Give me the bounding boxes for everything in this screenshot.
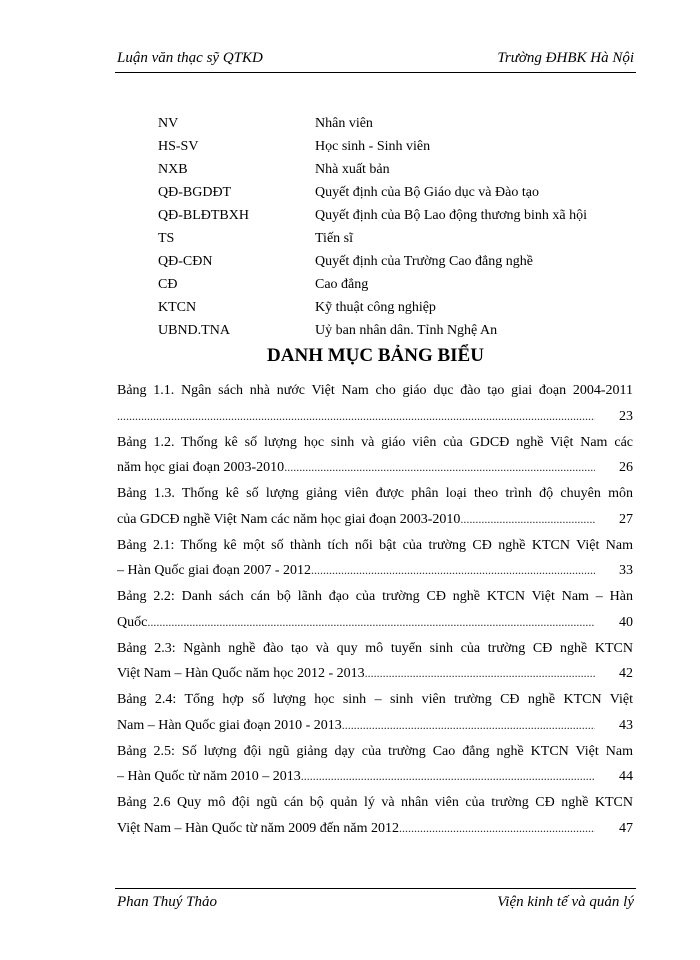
- footer-institute: Viện kinh tế và quản lý: [497, 894, 634, 910]
- toc-entry-title: Bảng 2.6 Quy mô đội ngũ cán bộ quản lý và nhân viên của trường CĐ nghề KTCN: [117, 795, 633, 810]
- toc-entry-title-cont: Nam – Hàn Quốc giai đoạn 2010 - 2013: [117, 717, 342, 733]
- toc-page-number: 27: [619, 511, 633, 527]
- abbreviation-value: Quyết định của Trường Cao đẳng nghề: [315, 254, 533, 269]
- toc-entry-leader: [117, 713, 633, 739]
- header-divider: [115, 72, 636, 73]
- abbreviation-key: CĐ: [158, 277, 178, 292]
- dot-leader: [311, 558, 595, 584]
- toc-entry-leader: [117, 661, 633, 687]
- toc-entry-leader: [117, 610, 633, 636]
- abbreviation-key: QĐ-CĐN: [158, 254, 213, 269]
- toc-entry-title: Bảng 2.3: Ngành nghề đào tạo và quy mô tuyển sinh của trường CĐ nghề KTCN: [117, 640, 633, 656]
- toc-entry-leader: [117, 455, 633, 481]
- abbreviation-row: [158, 319, 638, 342]
- toc-entry-title: Bảng 2.1: Thống kê một số thành tích nổi bật của trường CĐ nghề KTCN Việt Nam: [117, 537, 633, 553]
- toc-entry[interactable]: [117, 378, 633, 430]
- toc-page-number: 44: [619, 769, 633, 784]
- toc-entry-leader: [117, 558, 633, 584]
- abbreviation-value: Quyết định của Bộ Giáo dục và Đào tạo: [315, 185, 539, 200]
- abbreviation-row: [158, 135, 638, 158]
- toc-page-number: 42: [619, 666, 633, 681]
- toc-page-number: 43: [619, 717, 633, 733]
- header-thesis-title: Luận văn thạc sỹ QTKD: [117, 50, 263, 66]
- toc-entry-title: Bảng 2.5: Số lượng đội ngũ giảng dạy của trường Cao đẳng nghề KTCN Việt Nam: [117, 743, 633, 759]
- toc-entry-title: Bảng 1.3. Thống kê số lượng giảng viên được phân loại theo trình độ chuyên môn: [117, 486, 633, 501]
- abbreviation-row: [158, 227, 638, 250]
- abbreviation-key: HS-SV: [158, 139, 199, 154]
- toc-entry-title-cont: của GDCĐ nghề Việt Nam các năm học giai đoạn 2003-2010: [117, 511, 461, 527]
- abbreviation-key: QĐ-BLĐTBXH: [158, 208, 249, 223]
- abbreviation-key: UBND.TNA: [158, 323, 230, 338]
- abbreviation-key: KTCN: [158, 300, 197, 315]
- toc-entry-title-cont: Việt Nam – Hàn Quốc từ năm 2009 đến năm 2012: [117, 820, 400, 836]
- toc-entry-title-cont: năm học giai đoạn 2003-2010: [117, 460, 285, 475]
- abbreviation-value: Quyết định của Bộ Lao động thương binh xã hội: [315, 208, 588, 223]
- dot-leader: [365, 661, 595, 687]
- toc-page-number: 40: [619, 614, 633, 630]
- toc-entry[interactable]: [117, 739, 633, 791]
- abbreviation-row: [158, 273, 638, 296]
- dot-leader: [147, 610, 595, 636]
- toc-page-number: 23: [619, 408, 633, 424]
- toc-page-number: 47: [619, 820, 633, 836]
- toc-entry[interactable]: [117, 481, 633, 533]
- footer-divider: [115, 888, 636, 889]
- toc-entry-title-cont: – Hàn Quốc từ năm 2010 – 2013: [117, 769, 301, 784]
- toc-entry[interactable]: [117, 584, 633, 636]
- abbreviation-key: TS: [158, 231, 175, 246]
- dot-leader: [342, 713, 595, 739]
- footer-author: Phan Thuý Thảo: [117, 894, 218, 910]
- toc-entry[interactable]: [117, 687, 633, 739]
- abbreviation-value: Tiến sĩ: [315, 231, 354, 246]
- abbreviation-row: [158, 112, 638, 135]
- dot-leader: [301, 764, 595, 790]
- page-header: [117, 50, 634, 70]
- toc-entry-leader: [117, 507, 633, 533]
- toc-page-number: 26: [619, 460, 633, 475]
- toc-page-number: 33: [619, 563, 633, 578]
- section-title: DANH MỤC BẢNG BIỂU: [267, 345, 484, 366]
- abbreviation-value: Nhà xuất bản: [315, 162, 390, 177]
- dot-leader: [284, 455, 595, 481]
- toc-entry-leader: [117, 764, 633, 790]
- abbreviation-key: NV: [158, 116, 179, 131]
- toc-entry-title: Bảng 1.2. Thống kê số lượng học sinh và giáo viên của GDCĐ nghề Việt Nam các: [117, 434, 633, 450]
- abbreviation-key: NXB: [158, 162, 188, 177]
- abbreviation-row: [158, 181, 638, 204]
- abbreviation-row: [158, 204, 638, 227]
- abbreviation-row: [158, 250, 638, 273]
- abbreviation-value: Học sinh - Sinh viên: [315, 139, 431, 154]
- toc-entry-title: Bảng 2.2: Danh sách cán bộ lãnh đạo của trường CĐ nghề KTCN Việt Nam – Hàn: [117, 589, 633, 604]
- abbreviation-row: [158, 158, 638, 181]
- abbreviation-value: Cao đẳng: [315, 277, 369, 292]
- abbreviation-row: [158, 296, 638, 319]
- toc-entry[interactable]: [117, 430, 633, 482]
- toc-entry[interactable]: [117, 533, 633, 585]
- page-footer: [117, 894, 634, 914]
- toc-entry-title-cont: – Hàn Quốc giai đoạn 2007 - 2012: [117, 563, 312, 578]
- toc-entry[interactable]: [117, 636, 633, 688]
- abbreviation-value: Uỷ ban nhân dân. Tỉnh Nghệ An: [315, 323, 498, 338]
- header-university: Trường ĐHBK Hà Nội: [497, 50, 634, 66]
- toc-entry-title-cont: Quốc: [117, 614, 148, 630]
- abbreviation-value: Kỹ thuật công nghiệp: [315, 300, 436, 315]
- table-of-tables: [117, 378, 633, 842]
- dot-leader: [399, 816, 595, 842]
- toc-entry-title-cont: Việt Nam – Hàn Quốc năm học 2012 - 2013: [117, 666, 365, 681]
- toc-entry-title: Bảng 2.4: Tổng hợp số lượng học sinh – sinh viên trường CĐ nghề KTCN Việt: [117, 692, 633, 707]
- toc-entry-leader: [117, 404, 633, 430]
- abbreviation-key: QĐ-BGDĐT: [158, 185, 232, 200]
- dot-leader: [117, 404, 595, 430]
- abbreviation-list: [158, 112, 638, 342]
- toc-entry-leader: [117, 816, 633, 842]
- toc-entry-title: Bảng 1.1. Ngân sách nhà nước Việt Nam cho giáo dục đào tạo giai đoạn 2004-2011: [117, 383, 633, 398]
- toc-entry[interactable]: [117, 790, 633, 842]
- abbreviation-value: Nhân viên: [315, 116, 373, 131]
- dot-leader: [460, 507, 595, 533]
